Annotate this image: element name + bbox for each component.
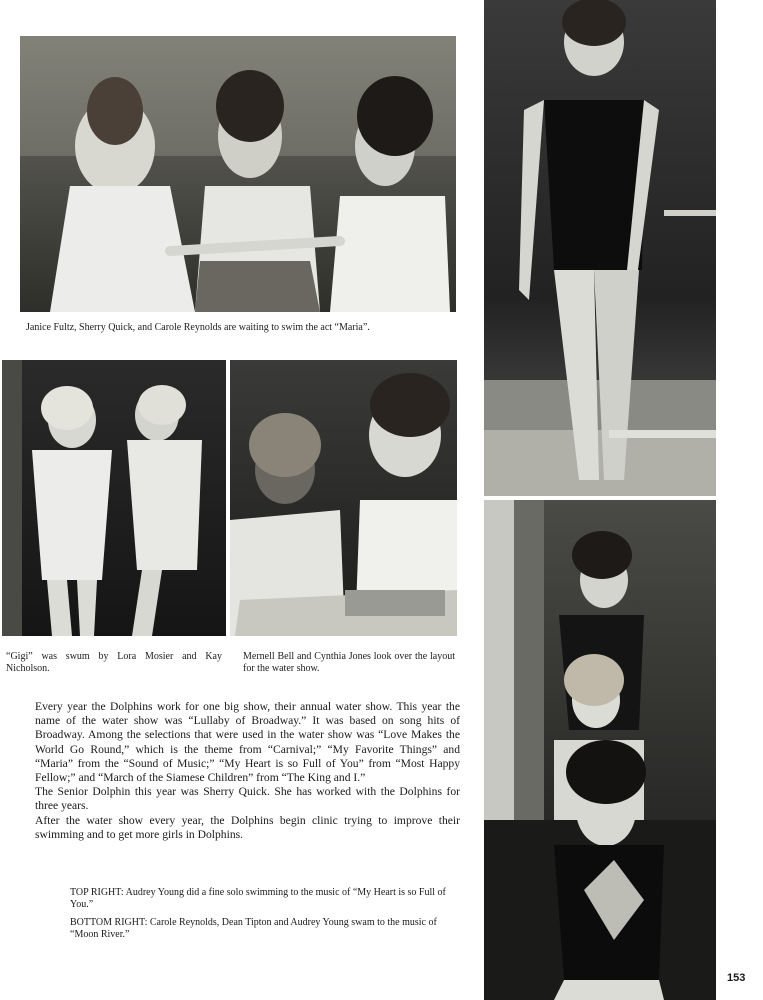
caption-gigi: “Gigi” was swum by Lora Mosier and Kay Nicholson. <box>6 651 222 674</box>
photo-solo-scene <box>484 0 716 496</box>
photo-layout-review <box>230 360 457 636</box>
photo-maria-scene <box>20 36 456 312</box>
photo-layout-scene <box>230 360 457 636</box>
photo-moon-river-scene <box>484 500 716 1000</box>
photo-maria-act <box>20 36 456 312</box>
article-paragraph-3: After the water show every year, the Dolphins begin clinic trying to improve their swimming and to get more girls in Dolphins. <box>35 813 460 841</box>
photo-audrey-young-solo <box>484 0 716 496</box>
article-body <box>35 700 460 842</box>
article-paragraph-2: The Senior Dolphin this year was Sherry Quick. She has worked with the Dolphins for three years. <box>35 785 460 813</box>
caption-maria: Janice Fultz, Sherry Quick, and Carole Reynolds are waiting to swim the act “Maria”. <box>26 322 370 333</box>
photo-gigi <box>2 360 226 636</box>
page-number: 153 <box>727 972 746 984</box>
caption-layout: Mernell Bell and Cynthia Jones look over the layout for the water show. <box>243 651 455 674</box>
note-top-right: TOP RIGHT: Audrey Young did a fine solo swimming to the music of “My Heart is so Full of You.” <box>70 887 446 910</box>
photo-gigi-scene <box>2 360 226 636</box>
photo-moon-river <box>484 500 716 1000</box>
note-bottom-right: BOTTOM RIGHT: Carole Reynolds, Dean Tipton and Audrey Young swam to the music of “Moon River.” <box>70 917 437 940</box>
article-paragraph-1: Every year the Dolphins work for one big show, their annual water show. This year the name of the water show was “Lullaby of Broadway.” It was based on song hits of Broadway. Among the selections that were used in the water show was “Love Makes the World Go Round,” which is the theme from “Carnival;” “My Favorite Things” and “Maria” from the “Sound of Music;” “My Heart is so Full of You” from “Most Happy Fellow;” and “March of the Siamese Children” from “The King and I.” <box>35 700 460 785</box>
